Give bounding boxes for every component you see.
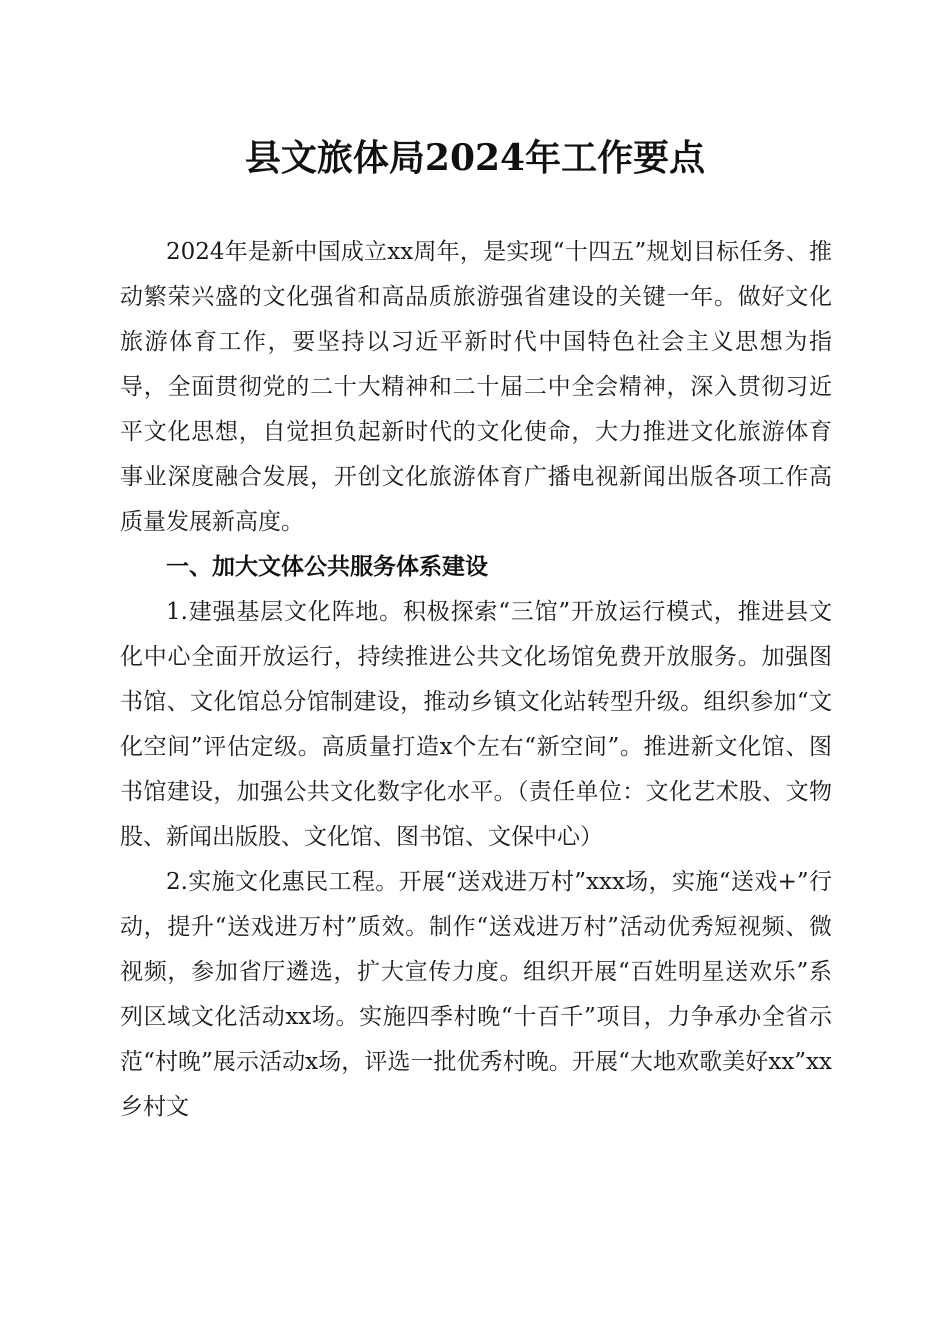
- document-title: 县文旅体局2024年工作要点: [244, 137, 706, 179]
- section-heading: 一、加大文体公共服务体系建设: [166, 554, 488, 580]
- document-body: [120, 230, 832, 1130]
- item-paragraph: 2.实施文化惠民工程。开展“送戏进万村”xxx场，实施“送戏+”行动，提升“送戏进万村”质效。制作“送戏进万村”活动优秀短视频、微视频，参加省厅遴选，扩大宣传力度。组织开展“百姓明星送欢乐”系列区域文化活动xx场。实施四季村晚“十百千”项目，力争承办全省示范“村晚”展示活动x场，评选一批优秀村晚。开展“大地欢歌美好xx”xx乡村文: [120, 869, 832, 1120]
- intro-paragraph: 2024年是新中国成立xx周年，是实现“十四五”规划目标任务、推动繁荣兴盛的文化强省和高品质旅游强省建设的关键一年。做好文化旅游体育工作，要坚持以习近平新时代中国特色社会主义思想为指导，全面贯彻党的二十大精神和二十届二中全会精神，深入贯彻习近平文化思想，自觉担负起新时代的文化使命，大力推进文化旅游体育事业深度融合发展，开创文化旅游体育广播电视新闻出版各项工作高质量发展新高度。: [120, 239, 832, 535]
- item-paragraph: 1.建强基层文化阵地。积极探索“三馆”开放运行模式，推进县文化中心全面开放运行，持续推进公共文化场馆免费开放服务。加强图书馆、文化馆总分馆制建设，推动乡镇文化站转型升级。组织参加“文化空间”评估定级。高质量打造x个左右“新空间”。推进新文化馆、图书馆建设，加强公共文化数字化水平。（责任单位：文化艺术股、文物股、新闻出版股、文化馆、图书馆、文保中心）: [120, 599, 832, 850]
